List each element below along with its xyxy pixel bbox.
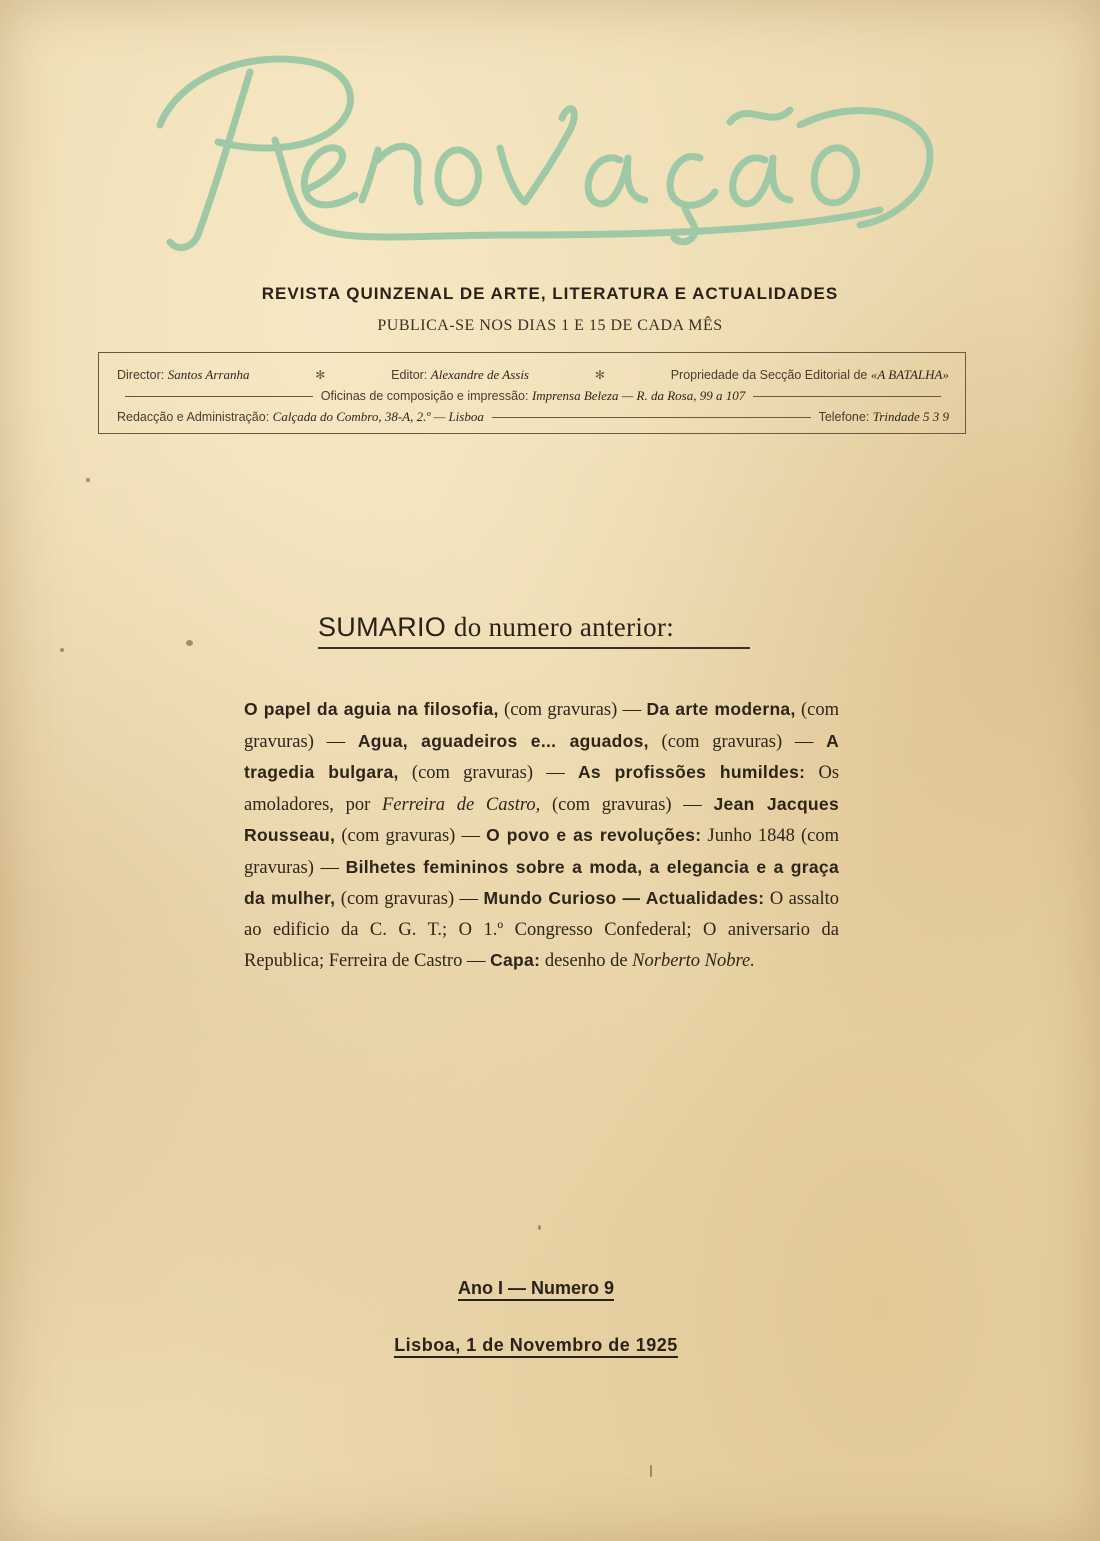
director-name: Santos Arranha	[167, 367, 250, 382]
summary-entry	[358, 732, 826, 752]
summary-entry-text: Os amoladores, por	[244, 763, 840, 815]
credits-box	[98, 352, 966, 434]
publication-frequency: PUBLICA-SE NOS DIAS 1 E 15 DE CADA MÊS	[377, 317, 723, 334]
property-label: Propriedade da Secção Editorial de	[670, 368, 868, 382]
summary-entry-text: (com gravuras) —	[551, 794, 702, 815]
paper-speck	[60, 648, 64, 652]
property-credit	[671, 367, 949, 383]
summary-entry-title: A tragedia bulgara,	[244, 730, 840, 782]
phone-value: Trindade 5 3 9	[872, 409, 949, 424]
editor-label: Editor:	[391, 368, 428, 382]
summary-entry	[490, 951, 755, 971]
summary-entry	[484, 889, 646, 909]
editor-credit	[391, 367, 529, 383]
summary-entry-text: desenho de	[544, 951, 628, 971]
credits-row-1	[117, 367, 949, 383]
director-credit	[117, 367, 249, 383]
paper-speck	[186, 640, 193, 646]
masthead-script-svg	[100, 30, 940, 260]
divider	[753, 396, 941, 397]
editor-name: Alexandre de Assis	[430, 367, 529, 382]
divider	[125, 396, 313, 397]
summary-entry-title: Actualidades:	[645, 888, 765, 908]
separator-star-icon: ✻	[315, 368, 326, 382]
separator-star-icon: ✻	[594, 368, 605, 382]
divider	[492, 417, 811, 418]
paper-speck	[86, 478, 90, 482]
workshops-value: Imprensa Beleza — R. da Rosa, 99 a 107	[531, 388, 746, 403]
summary-entry-title: Capa:	[490, 950, 541, 970]
summary-entry-title: As profissões humildes:	[577, 762, 806, 782]
summary-entry-title: O papel da aguia na filosofia,	[244, 699, 499, 719]
credits-row-2	[117, 388, 949, 404]
workshops-label: Oficinas de composição e impressão:	[320, 389, 529, 403]
paper-speck	[538, 1225, 541, 1230]
issue-date-text: Lisboa, 1 de Novembro de 1925	[394, 1335, 678, 1358]
summary-entry-text: (com gravuras) —	[504, 700, 642, 720]
magazine-subtitle: REVISTA QUINZENAL DE ARTE, LITERATURA E ACTUALIDADES	[261, 284, 839, 303]
summary-entry-author: Norberto Nobre.	[632, 951, 755, 971]
summary-entry-text: (com gravuras) —	[340, 889, 479, 909]
summary-entry-title: Mundo Curioso —	[483, 888, 641, 908]
summary-entry-text: Junho 1848 (com gravuras) —	[244, 826, 839, 878]
summary-entry-text: (com gravuras) —	[411, 763, 565, 783]
office-value: Calçada do Combro, 38-A, 2.º — Lisboa	[272, 409, 484, 424]
property-name: «A BATALHA»	[870, 367, 949, 382]
issue-number-text: Ano I — Numero 9	[458, 1278, 614, 1301]
summary-entry-title: Bilhetes femininos sobre a moda, a elegancia e a graça da mulher,	[244, 856, 839, 908]
summary-entry-text: (com gravuras) —	[661, 731, 814, 752]
summary-entry-text: O assalto ao edificio da C. G. T.; O 1.º Congresso Confederal; O aniversario da Republica; Ferreira de Castro —	[244, 889, 840, 971]
summary-heading-rest: do numero anterior:	[453, 612, 675, 642]
phone-label: Telefone:	[818, 410, 870, 424]
summary-entry-text: (com gravuras) —	[341, 826, 480, 846]
issue-date	[0, 1335, 1086, 1356]
summary-entry-title: Jean Jacques Rousseau,	[244, 793, 839, 845]
summary-entry-title: Da arte moderna,	[646, 699, 796, 719]
summary-entry	[244, 700, 646, 720]
summary-entry-text: (com gravuras) —	[244, 700, 839, 752]
paper-speck	[650, 1465, 652, 1477]
credits-row-3	[117, 409, 949, 425]
office-label: Redacção e Administração:	[117, 410, 270, 424]
issue-number	[0, 1278, 1086, 1299]
summary-heading	[318, 612, 750, 649]
summary-heading-lead: SUMARIO	[318, 612, 447, 642]
summary-entry-author: Ferreira de Castro,	[382, 794, 541, 815]
summary-body	[244, 694, 839, 977]
summary-entry-title: O povo e as revoluções:	[486, 825, 702, 845]
summary-entry-title: Agua, aguadeiros e... aguados,	[357, 730, 649, 751]
masthead-logo	[100, 30, 940, 260]
director-label: Director:	[117, 368, 165, 382]
